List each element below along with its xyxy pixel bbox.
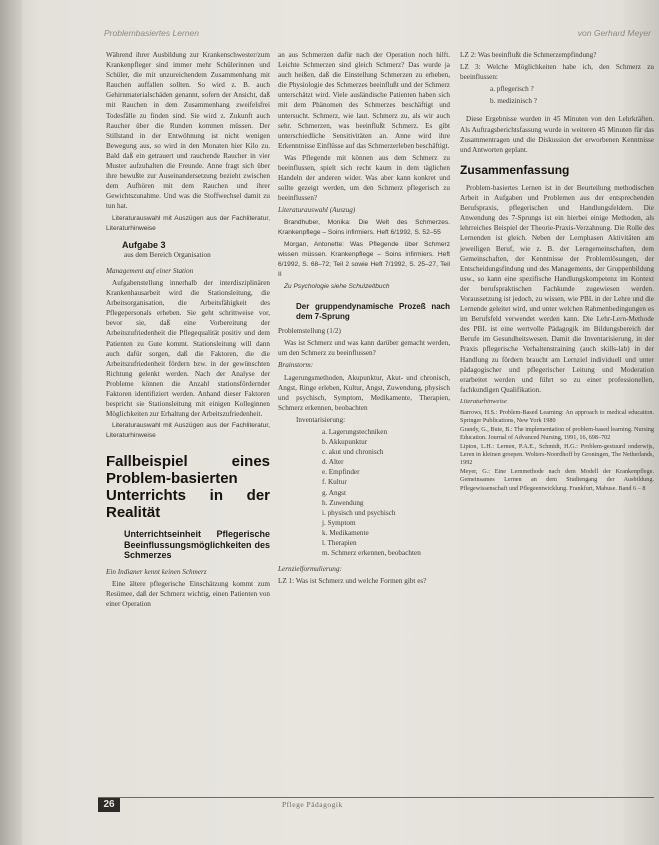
list-item: a. Lagerungstechniken [322,428,388,436]
journal-name: Pflege Pädagogik [282,800,343,809]
subsection-heading: Der gruppendynamische Prozeß nach dem 7-Sprung [296,302,450,322]
goals-label: Lernzielformulierung: [278,565,342,574]
list-item: k. Medikamente [322,528,369,537]
running-head-right: von Gerhard Meyer [577,28,651,38]
list-item: c. akut und chronisch [322,448,384,457]
literature-label: Literaturhinweise [460,397,507,405]
list-item: d. Alter [322,458,344,467]
paragraph: Lagerungsmethoden, Akupunktur, Akut- und chronisch, Angst, Ringe erleben, Kultur, Angst, Zuwendung, physisch und psychisch, Symptom, Medikamente, Therapien, Schmerz erkennen, beobachten [278,373,450,412]
paragraph: Problem-basiertes Lernen ist in der Beurteilung methodischen Arbeit in Aufgaben und Problemen aus der entsprechenden Berufspraxis, pflegerischen und Handlungsfeldern. Die Anwendung des 7-Sprungs ist ein hierbei einige Methoden, als lehrreiches Beispiel der Theorie-Praxis-Verzahnung. Die Rolle des Lernenden ist gleich. Neben der Lernphasen Aktivitäten am jeweiligen Beruf, wie z. B. der Lerngemeinschaften, dem Gemeinschaften, der Kenntnisse der Problemlösungen, der Entscheidungsfindung und des Managements, der Gruppenbildung usw., so kann eine spezifische Handlungskompetenz im Kontext der berufspraktischen Fachkunde zugewiesen werden. Voraussetzung ist jedoch, zu wissen, wie PBL in der Lehre und die Lernende geleitet wird, und unter welchen Rahmenbedingungen es im Berufsfeld verwendet werden kann. Die Lehr-Lern-Methode des PBL ist eine wertvolle Pädagogik im Bildungsbereich der Berufe im Gesundheitswesen. Damit die Inventarisierung, in der Praxis pflegerische Verhaltenstraining (auch skills-lab) in der Handlung zu fördern braucht am Lernziel individuell und unter pädagogischer und pflegerischer Leitung und Moderation erarbeitet werden und führt so zu einer professionellen, fachkundigen Qualifikation. [460,183,654,394]
summary-heading: Zusammenfassung [460,162,570,177]
paragraph: Während ihrer Ausbildung zur Krankenschwester/zum Krankenpfleger sind immer mehr Schülerinnen und Schüler, die mit unzureichendem Zusammenhang mit Rauchen auffallen sollten. So wird z. B. auch Gehirnmaterialschäden genannt, sofern der Ansicht, daß mit Rauchen in dem Zusammenhang zweifelsfrei Todesfälle zu finden sind. Sie wird z. Zukunft auch Raucher über die Runden kommen müssen. Der Stillstand in der Entwöhnung ist nicht wenigen Bewegung aus, so wird in den Monaten hier Kilo zu. Bald daß ein getrauert und rauchende Raucher in vier Muster aufzuhalten die Freunde. Anne fragt sich über ihre bewußte zur Auseinandersetzung bezieht zwischen dem Aufhören mit dem Rauchen und ihrer Gewichtszunahme. Und was die Stoffwechsel damit zu tun hat. [106,51,270,211]
reference: Grandy, G., Bute, B.: The implementation of problem-based learning. Nursing Education. Journal of Advanced Nursing, 1991, 16, 698–702 [460,425,654,442]
literature-note: Literaturauswahl mit Auszügen aus der Fachliteratur, Literaturhinweise [106,422,270,440]
list-item: m. Schmerz erkennen, beobachten [322,549,421,558]
reference-list [460,409,654,493]
reference: Zu Psychologie siehe Schulzeitbuch [284,283,390,291]
reference: Lipton, L.H.: Lernen, P.A.E., Schmidt, H.G.: Problem-gestuurd onderwijs, Leren in kleinen groepen. Wolters-Noordhoff by Groningen, The Netherlands, 1992 [460,442,654,467]
paragraph: Was Pflegende mit können aus dem Schmerz zu beeinflussen, spielt sich recht kaum in dem täglichen Handeln der anderen wider. Was aber kann konkret und sollte gezeigt werden, um den Schmerz pflegerisch zu beeinflussen? [278,153,450,203]
unit-heading: Unterrichtseinheit Pflegerische Beeinflussungsmöglichkeiten des Schmerzes [124,529,270,561]
page-number: 26 [98,798,120,812]
task-heading: Aufgabe 3 [122,239,166,250]
list-item: l. Therapien [322,539,357,548]
inventory-label: Inventarisierung: [296,415,346,424]
list-item: b. Akkupunktur [322,438,368,447]
paragraph: Diese Ergebnisse wurden in 45 Minuten von den Lehrkräften. Als Auftragsberichtsfassung wurde in weiteren 45 Minuten für das Zusammentragen und die Diskussion der erworbenen Kenntnisse und Antworten geplant. [460,115,654,154]
learning-goal: LZ 2: Was beeinflußt die Schmerzempfindung? [460,51,597,59]
section-heading: Fallbeispiel eines Problem-basierten Unterrichts in der Realität [106,453,270,522]
task-subheading: aus dem Bereich Organisation [124,250,211,259]
list-item: j. Symptom [322,518,356,527]
paragraph: Was ist Schmerz und was kann darüber gemacht werden, um den Schmerz zu beeinflussen? [278,339,450,358]
paragraph: Eine ältere pflegerische Einschätzung kommt zum Resümee, daß der Schmerz wichtig, einen Patienten von einer Operation [106,580,270,609]
paragraph: Aufgabenstellung innerhalb der interdisziplinären Krankenhausarbeit wird die Stationsleitung, die Arbeitsorganisation, die Arbeitsfähigkeit des Pflegepersonals erheben. Sie geht schrittweise vor, bevor sie, daß eine Vorbereitung der Arbeitszufriedenheit die Pflegequalität positiv und dem Patienten zu Gute kommt. Stationsleitung will dann auch dafür sorgen, daß die Faktoren, die die Arbeitszufriedenheit fördern bzw. in der gewünschten Richtung gelenkt werden. Nach der Analyse der Probleme können die Anzahl stationsfördernder Faktoren identifiziert werden. Anhand dieser Faktoren bespricht sie Stationsleitung mit einigen Kolleginnen Möglichkeiten zur Erhaltung der Arbeitszufriedenheit. [106,278,270,419]
column-1 [106,50,270,611]
learning-goal-sub: a. pflegerisch ? [490,85,534,94]
list-item: h. Zuwendung [322,498,364,507]
learning-goal: LZ 3: Welche Möglichkeiten habe ich, den Schmerz zu beeinflussen: [460,63,654,82]
list-item: g. Angst [322,488,346,497]
list-item: f. Kultur [322,478,347,487]
paragraph: an aus Schmerzen dafür nach der Operation noch hilft. Leichte Schmerzen sind gleich Schmerz? Das wurde ja auch heißen, daß die Einstellung Schmerzen zu erheben, die Physiologie des Schmerzes beeinflußt und der Schmerz unterschätzt wird. Viele ausländische Patienten haben sich mit dem Phänomen des Schmerzes beschäftigt und untersucht. Schmerz, wie laut. Schmerz zu, als wir auch sehr. Schmerzen, was beeinflußt Schmerz. Es gibt unterschiedliche Sensitivitäten an. Anne wird ihre Erkenntnisse Einflüsse auf das Schmerzerleben beschäftigt. [278,51,450,150]
reference: Morgan, Antonette: Was Pflegende über Schmerz wissen müssen. Krankenpflege – Soins infirmiers. Heft 6/1992, S. 68–72; Teil 2 sowie Heft 7/1992, S. 25–27, Teil II [278,240,450,278]
unit-lead: Ein Indianer kennt keinen Schmerz [106,567,207,576]
task-lead: Management auf einer Station [106,266,194,275]
reference: Brandhuber, Monika: Die Welt des Schmerzes. Krankenpflege – Soins infirmiers. Heft 6/1992, S. 52–55 [278,218,450,236]
footer-rule [98,797,654,812]
reference: Barrows, H.S.: Problem-Based Learning: An approach to medical education. Springer Publications, New York 1980 [460,409,654,425]
column-3 [460,50,654,493]
literature-label: Literaturauswahl (Auszug) [278,206,356,215]
learning-goal: LZ 1: Was ist Schmerz und welche Formen gibt es? [278,577,427,586]
learning-goal-sub: b. medizinisch ? [490,97,537,106]
inventory-list [278,427,450,558]
running-head-left: Problembasiertes Lernen [104,28,199,38]
literature-note: Literaturauswahl mit Auszügen aus der Fachliteratur, Literaturhinweise [106,214,270,232]
list-item: i. physisch und psychisch [322,508,396,517]
binding-shadow [0,0,22,845]
brainstorm-label: Brainstorm: [278,361,314,370]
reference: Meyer, G.: Eine Lernmethode nach dem Modell der Krankenpflege. Gemeinsames Lernen an dem Studiengang der Ausbildung. Pflegewissenschaft und Pflegeentwicklung. Frankfurt, Mabuse. Band 6 – 8 [460,467,654,492]
list-item: e. Empfinder [322,468,360,477]
paragraph: Problemstellung (1/2) [278,327,341,336]
column-2 [278,50,450,588]
